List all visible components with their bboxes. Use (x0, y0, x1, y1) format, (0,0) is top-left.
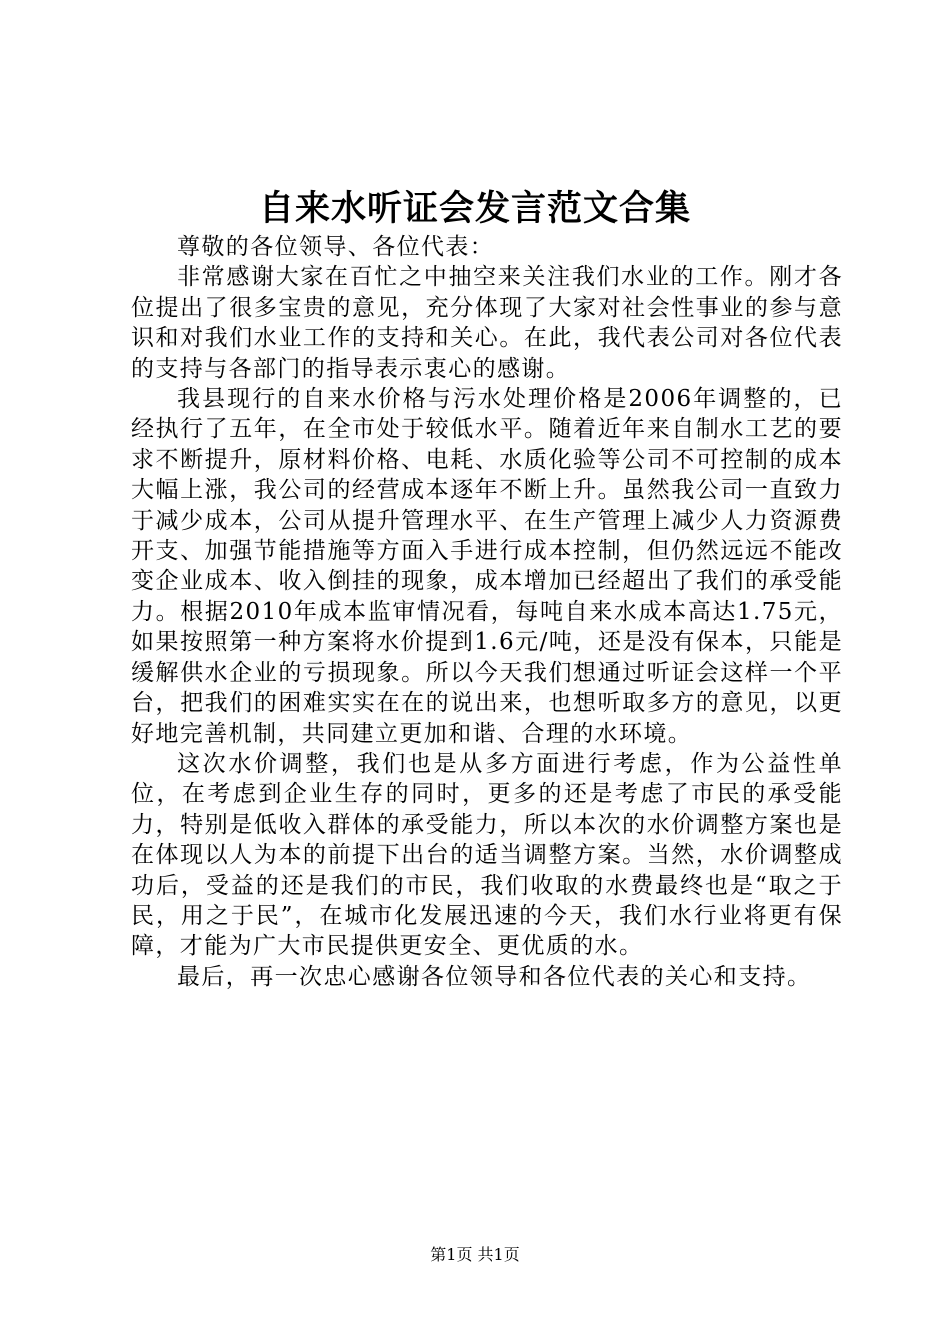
paragraph-1: 非常感谢大家在百忙之中抽空来关注我们水业的工作。刚才各位提出了很多宝贵的意见，充分体现了大家对社会性事业的参与意识和对我们水业工作的支持和关心。在此，我代表公司对各位代表的支持与各部门的指导表示衷心的感谢。 (131, 264, 843, 382)
document-title: 自来水听证会发言范文合集 (258, 188, 691, 229)
paragraph-4: 最后，再一次忠心感谢各位领导和各位代表的关心和支持。 (177, 963, 812, 990)
page-footer: 第1页 共1页 (430, 1245, 520, 1264)
paragraph-3: 这次水价调整，我们也是从多方面进行考虑，作为公益性单位，在考虑到企业生存的同时，更多的还是考虑了市民的承受能力，特别是低收入群体的承受能力，所以本次的水价调整方案也是在体现以人为本的前提下出台的适当调整方案。当然，水价调整成功后，受益的还是我们的市民，我们收取的水费最终也是“取之于民，用之于民”，在城市化发展迅速的今天，我们水行业将更有保障，才能为广大市民提供更安全、更优质的水。 (131, 750, 843, 960)
paragraph-2: 我县现行的自来水价格与污水处理价格是2006年调整的，已经执行了五年，在全市处于较低水平。随着近年来自制水工艺的要求不断提升，原材料价格、电耗、水质化验等公司不可控制的成本大幅上涨，我公司的经营成本逐年不断上升。虽然我公司一直致力于减少成本，公司从提升管理水平、在生产管理上减少人力资源费开支、加强节能措施等方面入手进行成本控制，但仍然远远不能改变企业成本、收入倒挂的现象，成本增加已经超出了我们的承受能力。根据2010年成本监审情况看，每吨自来水成本高达1.75元，如果按照第一种方案将水价提到1.6元/吨，还是没有保本，只能是缓解供水企业的亏损现象。所以今天我们想通过听证会这样一个平台，把我们的困难实实在在的说出来，也想听取多方的意见，以更好地完善机制，共同建立更加和谐、合理的水环境。 (131, 386, 843, 747)
salutation: 尊敬的各位领导、各位代表： (177, 234, 495, 260)
document-body (131, 232, 843, 992)
